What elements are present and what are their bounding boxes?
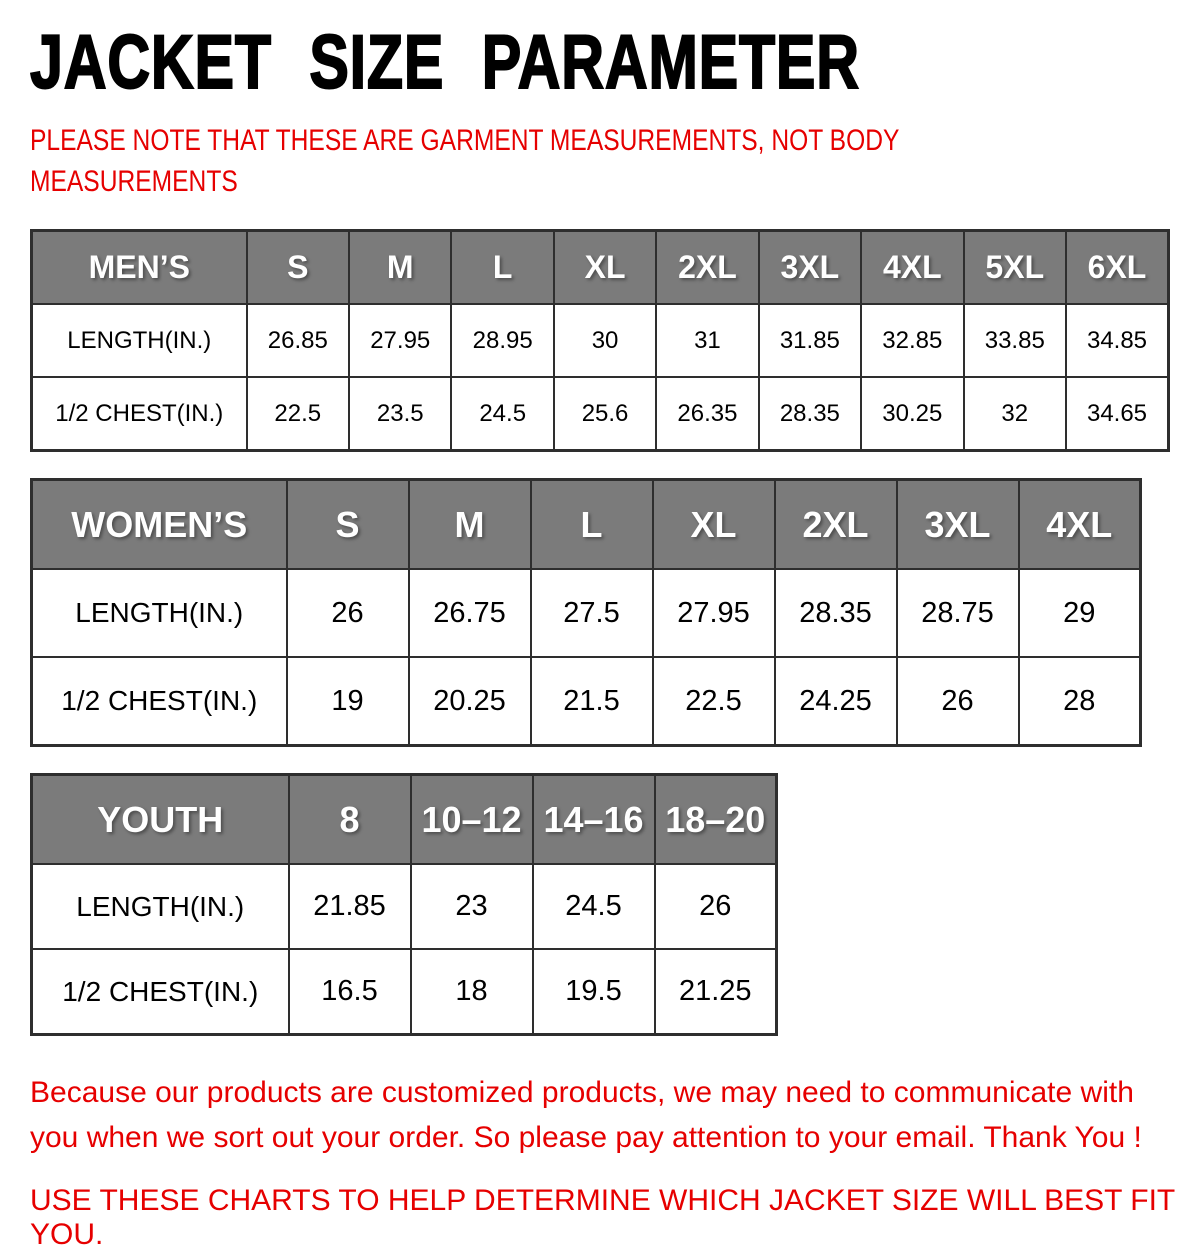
row-label-cell: 1/2 CHEST(IN.) <box>32 657 287 745</box>
value-cell: 28.95 <box>451 304 553 377</box>
value-cell: 21.25 <box>655 949 777 1034</box>
value-cell: 25.6 <box>554 377 656 450</box>
value-cell: 26 <box>287 569 409 657</box>
row-label-cell: 1/2 CHEST(IN.) <box>32 949 289 1034</box>
value-cell: 23.5 <box>349 377 451 450</box>
row-label-cell: 1/2 CHEST(IN.) <box>32 377 247 450</box>
size-header-cell: 2XL <box>656 230 758 304</box>
size-header-cell: 3XL <box>759 230 861 304</box>
value-cell: 19.5 <box>533 949 655 1034</box>
measurement-row <box>32 569 1141 657</box>
garment-measurement-note: PLEASE NOTE THAT THESE ARE GARMENT MEASUREMENTS, NOT BODY MEASUREMENTS <box>30 124 899 199</box>
row-label-cell: LENGTH(IN.) <box>32 569 287 657</box>
value-cell: 24.5 <box>451 377 553 450</box>
measurement-row <box>32 304 1169 377</box>
value-cell: 30 <box>554 304 656 377</box>
value-cell: 20.25 <box>409 657 531 745</box>
size-header-cell: 10–12 <box>411 774 533 864</box>
value-cell: 19 <box>287 657 409 745</box>
size-header-cell: XL <box>554 230 656 304</box>
size-header-cell: S <box>247 230 349 304</box>
value-cell: 34.65 <box>1066 377 1169 450</box>
value-cell: 26.85 <box>247 304 349 377</box>
row-label-cell: LENGTH(IN.) <box>32 304 247 377</box>
value-cell: 24.5 <box>533 864 655 949</box>
size-header-cell: S <box>287 479 409 569</box>
size-header-cell: 8 <box>289 774 411 864</box>
value-cell: 26 <box>897 657 1019 745</box>
value-cell: 31.85 <box>759 304 861 377</box>
value-cell: 28.35 <box>759 377 861 450</box>
value-cell: 28.75 <box>897 569 1019 657</box>
size-header-cell: 3XL <box>897 479 1019 569</box>
value-cell: 24.25 <box>775 657 897 745</box>
value-cell: 26.75 <box>409 569 531 657</box>
size-header-row <box>32 479 1141 569</box>
value-cell: 28 <box>1019 657 1141 745</box>
size-table-mens <box>30 229 1170 452</box>
value-cell: 26 <box>655 864 777 949</box>
value-cell: 30.25 <box>861 377 963 450</box>
size-header-cell: 4XL <box>861 230 963 304</box>
value-cell: 26.35 <box>656 377 758 450</box>
custom-order-note: Because our products are customized products, we may need to communicate with you when we sort out your order. So please pay attention to your email. Thank You ! <box>30 1075 1142 1154</box>
value-cell: 27.95 <box>653 569 775 657</box>
value-cell: 27.5 <box>531 569 653 657</box>
fit-guide-note: USE THESE CHARTS TO HELP DETERMINE WHICH JACKET SIZE WILL BEST FIT YOU. <box>30 1183 1175 1251</box>
size-table-womens <box>30 478 1142 747</box>
value-cell: 29 <box>1019 569 1141 657</box>
table-group-label-mens: MEN’S <box>32 230 247 304</box>
size-table-youth <box>30 773 778 1036</box>
size-header-cell: 14–16 <box>533 774 655 864</box>
measurement-row <box>32 657 1141 745</box>
row-label-cell: LENGTH(IN.) <box>32 864 289 949</box>
measurement-row <box>32 949 777 1034</box>
measurement-row <box>32 377 1169 450</box>
value-cell: 21.5 <box>531 657 653 745</box>
value-cell: 18 <box>411 949 533 1034</box>
table-group-label-youth: YOUTH <box>32 774 289 864</box>
size-header-cell: L <box>451 230 553 304</box>
value-cell: 27.95 <box>349 304 451 377</box>
value-cell: 28.35 <box>775 569 897 657</box>
size-header-row <box>32 774 777 864</box>
value-cell: 31 <box>656 304 758 377</box>
size-header-cell: 18–20 <box>655 774 777 864</box>
size-header-cell: 6XL <box>1066 230 1169 304</box>
size-header-cell: L <box>531 479 653 569</box>
size-header-cell: M <box>409 479 531 569</box>
size-header-cell: 5XL <box>964 230 1066 304</box>
table-group-label-womens: WOMEN’S <box>32 479 287 569</box>
value-cell: 21.85 <box>289 864 411 949</box>
size-header-cell: 2XL <box>775 479 897 569</box>
size-header-cell: 4XL <box>1019 479 1141 569</box>
value-cell: 34.85 <box>1066 304 1169 377</box>
value-cell: 22.5 <box>653 657 775 745</box>
value-cell: 32 <box>964 377 1066 450</box>
value-cell: 33.85 <box>964 304 1066 377</box>
size-header-cell: M <box>349 230 451 304</box>
size-header-row <box>32 230 1169 304</box>
size-tables-container <box>30 229 1170 1036</box>
measurement-row <box>32 864 777 949</box>
value-cell: 32.85 <box>861 304 963 377</box>
value-cell: 16.5 <box>289 949 411 1034</box>
page-title: JACKET SIZE PARAMETER <box>30 20 860 105</box>
value-cell: 22.5 <box>247 377 349 450</box>
size-header-cell: XL <box>653 479 775 569</box>
value-cell: 23 <box>411 864 533 949</box>
